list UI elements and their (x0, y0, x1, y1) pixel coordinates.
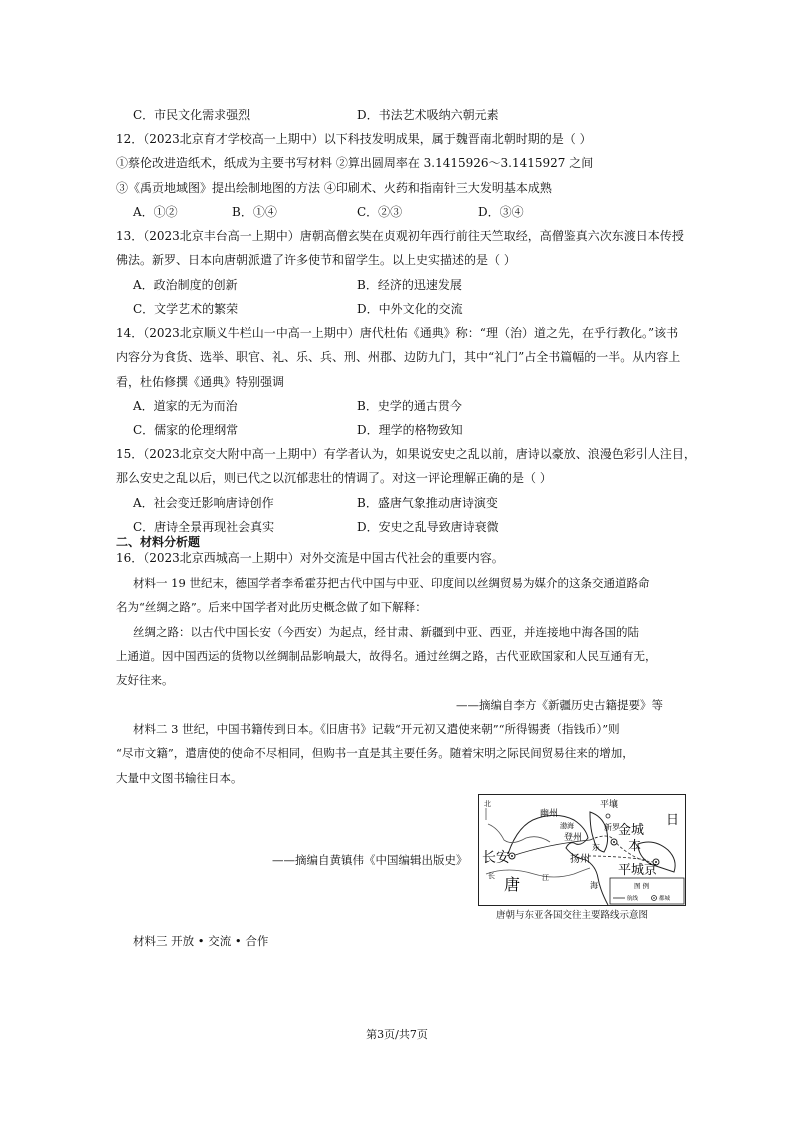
q16-stem: 16．（2023北京西城高一上期中）对外交流是中国古代社会的重要内容。 (116, 551, 504, 565)
map-label-changan: 长安 (482, 850, 510, 866)
q13-option-a: A．政治制度的创新 (133, 278, 238, 292)
q12-option-c: C．②③ (357, 205, 403, 219)
q12-item-line-2: ③《禹贡地域图》提出绘制地图的方法 ④印刷术、火药和指南针三大发明基本成熟 (116, 181, 552, 195)
material-1-source: ——摘编自李方《新疆历史古籍提要》等 (456, 698, 663, 712)
q14-stem-2: 内容分为食货、选举、职官、礼、乐、兵、刑、州郡、边防九门，其中“礼门”占全书篇幅的一半。从内容上 (116, 350, 681, 364)
tang-east-asia-route-map (478, 794, 686, 906)
material-1-line-2: 名为“丝绸之路”。后来中国学者对此历史概念做了如下解释： (116, 600, 427, 614)
q15-stem-1: 15．（2023北京交大附中高一上期中）有学者认为，如果说安史之乱以前，唐诗以豪放、浪漫色彩引人注目， (116, 447, 696, 461)
material-2-source: ——摘编自黄镇伟《中国编辑出版史》 (272, 853, 468, 867)
q12-option-b: B．①④ (232, 205, 277, 219)
q12-stem: 12．（2023北京育才学校高一上期中）以下科技发明成果，属于魏晋南北朝时期的是（ ） (116, 132, 592, 146)
map-label-ben: 本 (628, 839, 642, 854)
q12-option-d: D．③④ (478, 205, 524, 219)
material-2-line-2: “尽市文籍”，遣唐使的使命不尽相同，但购书一直是其主要任务。随着宋明之际民间贸易往来的增加， (116, 746, 634, 760)
q15-stem-2: 那么安史之乱以后，则已代之以沉郁悲壮的情调了。对这一评论理解正确的是（ ） (116, 471, 552, 485)
map-label-ri: 日 (666, 813, 680, 828)
page-number: 第3页/共7页 (366, 1028, 428, 1041)
q11-option-c: C．市民文化需求强烈 (133, 108, 251, 122)
material-1-line-1: 材料一 19 世纪末，德国学者李希霍芬把古代中国与中亚、印度间以丝绸贸易为媒介的这条交通道路命 (133, 576, 650, 590)
map-label-yangzhou: 扬州 (570, 854, 590, 865)
q13-stem-1: 13．（2023北京丰台高一上期中）唐朝高僧玄奘在贞观初年西行前往天竺取经，高僧鉴真六次东渡日本传授 (116, 229, 684, 243)
map-caption: 唐朝与东亚各国交往主要路线示意图 (496, 910, 649, 921)
material-1-line-4: 上通道。因中国西运的货物以丝绸制品影响最大，故得名。通过丝绸之路，古代亚欧国家和人民互通有无， (116, 649, 657, 663)
map-label-pingrang: 平壤 (600, 800, 619, 810)
map-legend-capital: 都城 (659, 896, 671, 902)
q13-option-d: D．中外文化的交流 (357, 302, 463, 316)
map-label-bohai: 渤海 (560, 822, 574, 830)
map-label-dengzhou: 登州 (564, 833, 583, 843)
q15-option-a: A．社会变迁影响唐诗创作 (133, 496, 274, 510)
material-3-title: 材料三 开放 • 交流 • 合作 (133, 934, 269, 948)
q12-option-a: A．①② (133, 205, 178, 219)
q15-option-c: C．唐诗全景再现社会真实 (133, 520, 275, 534)
map-label-xinluo: 新罗 (604, 823, 620, 832)
map-label-youzhou: 幽州 (540, 809, 559, 819)
q14-option-d: D．理学的格物致知 (357, 423, 463, 437)
map-north-label: 北 (484, 800, 491, 808)
q15-option-b: B．盛唐气象推动唐诗演变 (357, 496, 498, 510)
q14-stem-3: 看，杜佑修撰《通典》特别强调 (116, 375, 285, 389)
q11-option-d: D．书法艺术吸纳六朝元素 (357, 108, 499, 122)
map-label-jiang: 江 (542, 874, 549, 882)
map-label-tang: 唐 (504, 875, 521, 894)
material-2-line-3: 大量中文图书输往日本。 (116, 771, 243, 785)
q13-stem-2: 佛法。新罗、日本向唐朝派遣了许多使节和留学生。以上史实描述的是（ ） (116, 253, 516, 267)
map-label-chang: 长 (488, 872, 495, 880)
q14-option-c: C．儒家的伦理纲常 (133, 423, 239, 437)
material-2-line-1: 材料二 3 世纪，中国书籍传到日本。《旧唐书》记载“开元初又遣使来朝”“所得锡赉（指钱币）”则 (133, 722, 620, 736)
section-heading: 二、材料分析题 (116, 535, 201, 549)
q15-option-d: D．安史之乱导致唐诗衰微 (357, 520, 499, 534)
map-legend-title: 图 例 (634, 882, 650, 890)
q14-option-a: A．道家的无为而治 (133, 399, 238, 413)
q14-stem-1: 14．（2023北京顺义牛栏山一中高一上期中）唐代杜佑《通典》称：“理（治）道之先，在乎行教化。”该书 (116, 326, 679, 340)
material-1-line-3: 丝绸之路：以古代中国长安（今西安）为起点，经甘肃、新疆到中亚、西亚，并连接地中海各国的陆 (133, 625, 639, 639)
material-1-line-5: 友好往来。 (116, 673, 174, 687)
q14-option-b: B．史学的通古贯今 (357, 399, 462, 413)
q12-item-line-1: ①蔡伦改进造纸术，纸成为主要书写材料 ②算出圆周率在 3.1415926～3.1415927 之间 (116, 156, 594, 170)
map-label-hai: 海 (590, 881, 598, 890)
q13-option-b: B．经济的迅速发展 (357, 278, 462, 292)
q13-option-c: C．文学艺术的繁荣 (133, 302, 239, 316)
map-label-pingchengjing: 平城京 (618, 863, 658, 878)
map-label-jincheng: 金城 (618, 823, 645, 838)
map-label-dong: 东 (592, 843, 600, 852)
map-legend-route: 航线 (627, 896, 639, 902)
